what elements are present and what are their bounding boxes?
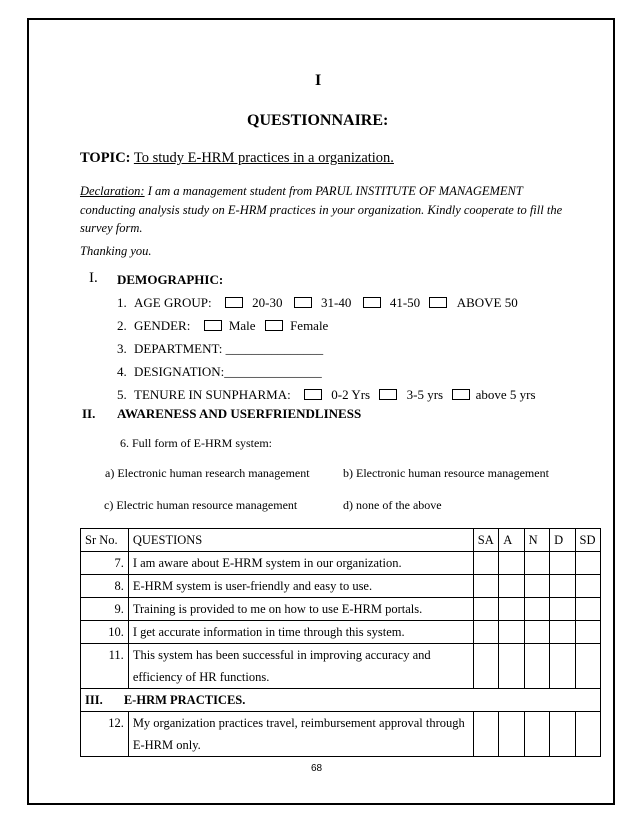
table-row xyxy=(81,598,601,621)
declaration-line-2: conducting analysis study on E-HRM practices in your organization. Kindly cooperate to fill the xyxy=(80,203,563,217)
page-title: QUESTIONNAIRE: xyxy=(247,112,389,129)
rating-cell-n[interactable] xyxy=(524,644,549,689)
header-questions: QUESTIONS xyxy=(128,529,473,552)
rating-cell-sd[interactable] xyxy=(575,575,600,598)
rating-cell-sd[interactable] xyxy=(575,598,600,621)
header-a: A xyxy=(499,529,524,552)
item-number: 1. xyxy=(117,295,127,310)
rating-cell-a[interactable] xyxy=(499,575,524,598)
row-question: I get accurate information in time through this system. xyxy=(128,621,473,644)
section-3-heading xyxy=(81,689,601,712)
topic-label: TOPIC: xyxy=(80,150,131,166)
rating-cell-d[interactable] xyxy=(550,575,575,598)
age-option-label: 20-30 xyxy=(252,295,283,310)
rating-cell-d[interactable] xyxy=(550,621,575,644)
header-sa: SA xyxy=(473,529,498,552)
rating-cell-n[interactable] xyxy=(524,621,549,644)
questions-table xyxy=(80,528,601,757)
declaration-line-1 xyxy=(80,184,523,199)
row-number: 7. xyxy=(81,552,129,575)
rating-cell-d[interactable] xyxy=(550,644,575,689)
declaration-line-3: survey form. xyxy=(80,221,143,235)
section-3-title: E-HRM PRACTICES. xyxy=(123,693,246,707)
table-row xyxy=(81,712,601,757)
table-header-row xyxy=(81,529,601,552)
row-number: 12. xyxy=(81,712,129,757)
tenure-0-2-checkbox[interactable] xyxy=(304,389,322,400)
item-number: 5. xyxy=(117,387,127,402)
age-label: AGE GROUP: xyxy=(134,295,212,310)
gender-row xyxy=(117,318,328,334)
tenure-option-label: 0-2 Yrs xyxy=(331,387,371,402)
rating-cell-a[interactable] xyxy=(499,644,524,689)
option-a[interactable]: a) Electronic human research management xyxy=(105,466,310,480)
tenure-option-label: above 5 yrs xyxy=(475,387,536,402)
gender-female-checkbox[interactable] xyxy=(265,320,283,331)
rating-cell-sd[interactable] xyxy=(575,621,600,644)
row-question: This system has been successful in improving accuracy and efficiency of HR functions. xyxy=(128,644,473,689)
tenure-3-5-checkbox[interactable] xyxy=(379,389,397,400)
section-numeral: I xyxy=(315,72,322,89)
section-header-row xyxy=(81,689,601,712)
tenure-option-label: 3-5 yrs xyxy=(406,387,444,402)
awareness-title: AWARENESS AND USERFRIENDLINESS xyxy=(117,406,362,421)
tenure-above-5-checkbox[interactable] xyxy=(452,389,470,400)
gender-option-label: Male xyxy=(228,318,256,333)
header-n: N xyxy=(524,529,549,552)
table-row xyxy=(81,552,601,575)
rating-cell-sd[interactable] xyxy=(575,712,600,757)
tenure-row xyxy=(117,387,536,403)
declaration-text-1: I am a management student from PARUL INSTITUTE OF MANAGEMENT xyxy=(144,184,523,198)
item-number: 3. xyxy=(117,341,127,356)
age-option-label: 31-40 xyxy=(321,295,352,310)
awareness-numeral: II. xyxy=(82,406,96,421)
department-field[interactable]: DEPARTMENT: _______________ xyxy=(134,341,324,356)
rating-cell-d[interactable] xyxy=(550,598,575,621)
age-option-label: ABOVE 50 xyxy=(456,295,518,310)
question-6: 6. Full form of E-HRM system: xyxy=(120,436,272,450)
rating-cell-d[interactable] xyxy=(550,552,575,575)
table-row xyxy=(81,575,601,598)
age-20-30-checkbox[interactable] xyxy=(225,297,243,308)
gender-option-label: Female xyxy=(290,318,329,333)
topic-line xyxy=(80,150,394,167)
thanks-text: Thanking you. xyxy=(80,244,152,258)
tenure-label: TENURE IN SUNPHARMA: xyxy=(134,387,291,402)
demographic-title: DEMOGRAPHIC: xyxy=(117,272,224,287)
rating-cell-n[interactable] xyxy=(524,598,549,621)
table-row xyxy=(81,644,601,689)
rating-cell-sa[interactable] xyxy=(473,552,498,575)
option-c[interactable]: c) Electric human resource management xyxy=(104,498,298,512)
department-row xyxy=(117,341,323,357)
section-3-numeral: III. xyxy=(85,693,103,707)
row-number: 9. xyxy=(81,598,129,621)
rating-cell-a[interactable] xyxy=(499,712,524,757)
rating-cell-sd[interactable] xyxy=(575,552,600,575)
rating-cell-sd[interactable] xyxy=(575,644,600,689)
age-above-50-checkbox[interactable] xyxy=(429,297,447,308)
designation-row xyxy=(117,364,322,380)
row-question: I am aware about E-HRM system in our organization. xyxy=(128,552,473,575)
demographic-numeral: I. xyxy=(89,270,98,286)
item-number: 4. xyxy=(117,364,127,379)
rating-cell-n[interactable] xyxy=(524,552,549,575)
row-number: 10. xyxy=(81,621,129,644)
row-question: E-HRM system is user-friendly and easy to use. xyxy=(128,575,473,598)
rating-cell-n[interactable] xyxy=(524,712,549,757)
age-41-50-checkbox[interactable] xyxy=(363,297,381,308)
rating-cell-a[interactable] xyxy=(499,552,524,575)
age-31-40-checkbox[interactable] xyxy=(294,297,312,308)
table-row xyxy=(81,621,601,644)
row-question: Training is provided to me on how to use E-HRM portals. xyxy=(128,598,473,621)
rating-cell-sa[interactable] xyxy=(473,712,498,757)
row-question: My organization practices travel, reimbursement approval through E-HRM only. xyxy=(128,712,473,757)
option-b[interactable]: b) Electronic human resource management xyxy=(343,466,549,480)
option-d[interactable]: d) none of the above xyxy=(343,498,442,512)
header-srno: Sr No. xyxy=(81,529,129,552)
rating-cell-a[interactable] xyxy=(499,598,524,621)
rating-cell-sa[interactable] xyxy=(473,598,498,621)
rating-cell-sa[interactable] xyxy=(473,575,498,598)
row-number: 8. xyxy=(81,575,129,598)
header-d: D xyxy=(550,529,575,552)
topic-text: To study E-HRM practices in a organization. xyxy=(133,150,394,166)
age-group-row xyxy=(117,295,518,311)
designation-field[interactable]: DESIGNATION:_______________ xyxy=(134,364,322,379)
row-number: 11. xyxy=(81,644,129,689)
age-option-label: 41-50 xyxy=(389,295,421,310)
rating-cell-sa[interactable] xyxy=(473,644,498,689)
declaration-label: Declaration: xyxy=(80,184,145,198)
page-number: 68 xyxy=(311,763,323,774)
rating-cell-n[interactable] xyxy=(524,575,549,598)
rating-cell-sa[interactable] xyxy=(473,621,498,644)
item-number: 2. xyxy=(117,318,127,333)
gender-label: GENDER: xyxy=(134,318,191,333)
rating-cell-a[interactable] xyxy=(499,621,524,644)
rating-cell-d[interactable] xyxy=(550,712,575,757)
gender-male-checkbox[interactable] xyxy=(204,320,222,331)
header-sd: SD xyxy=(575,529,600,552)
